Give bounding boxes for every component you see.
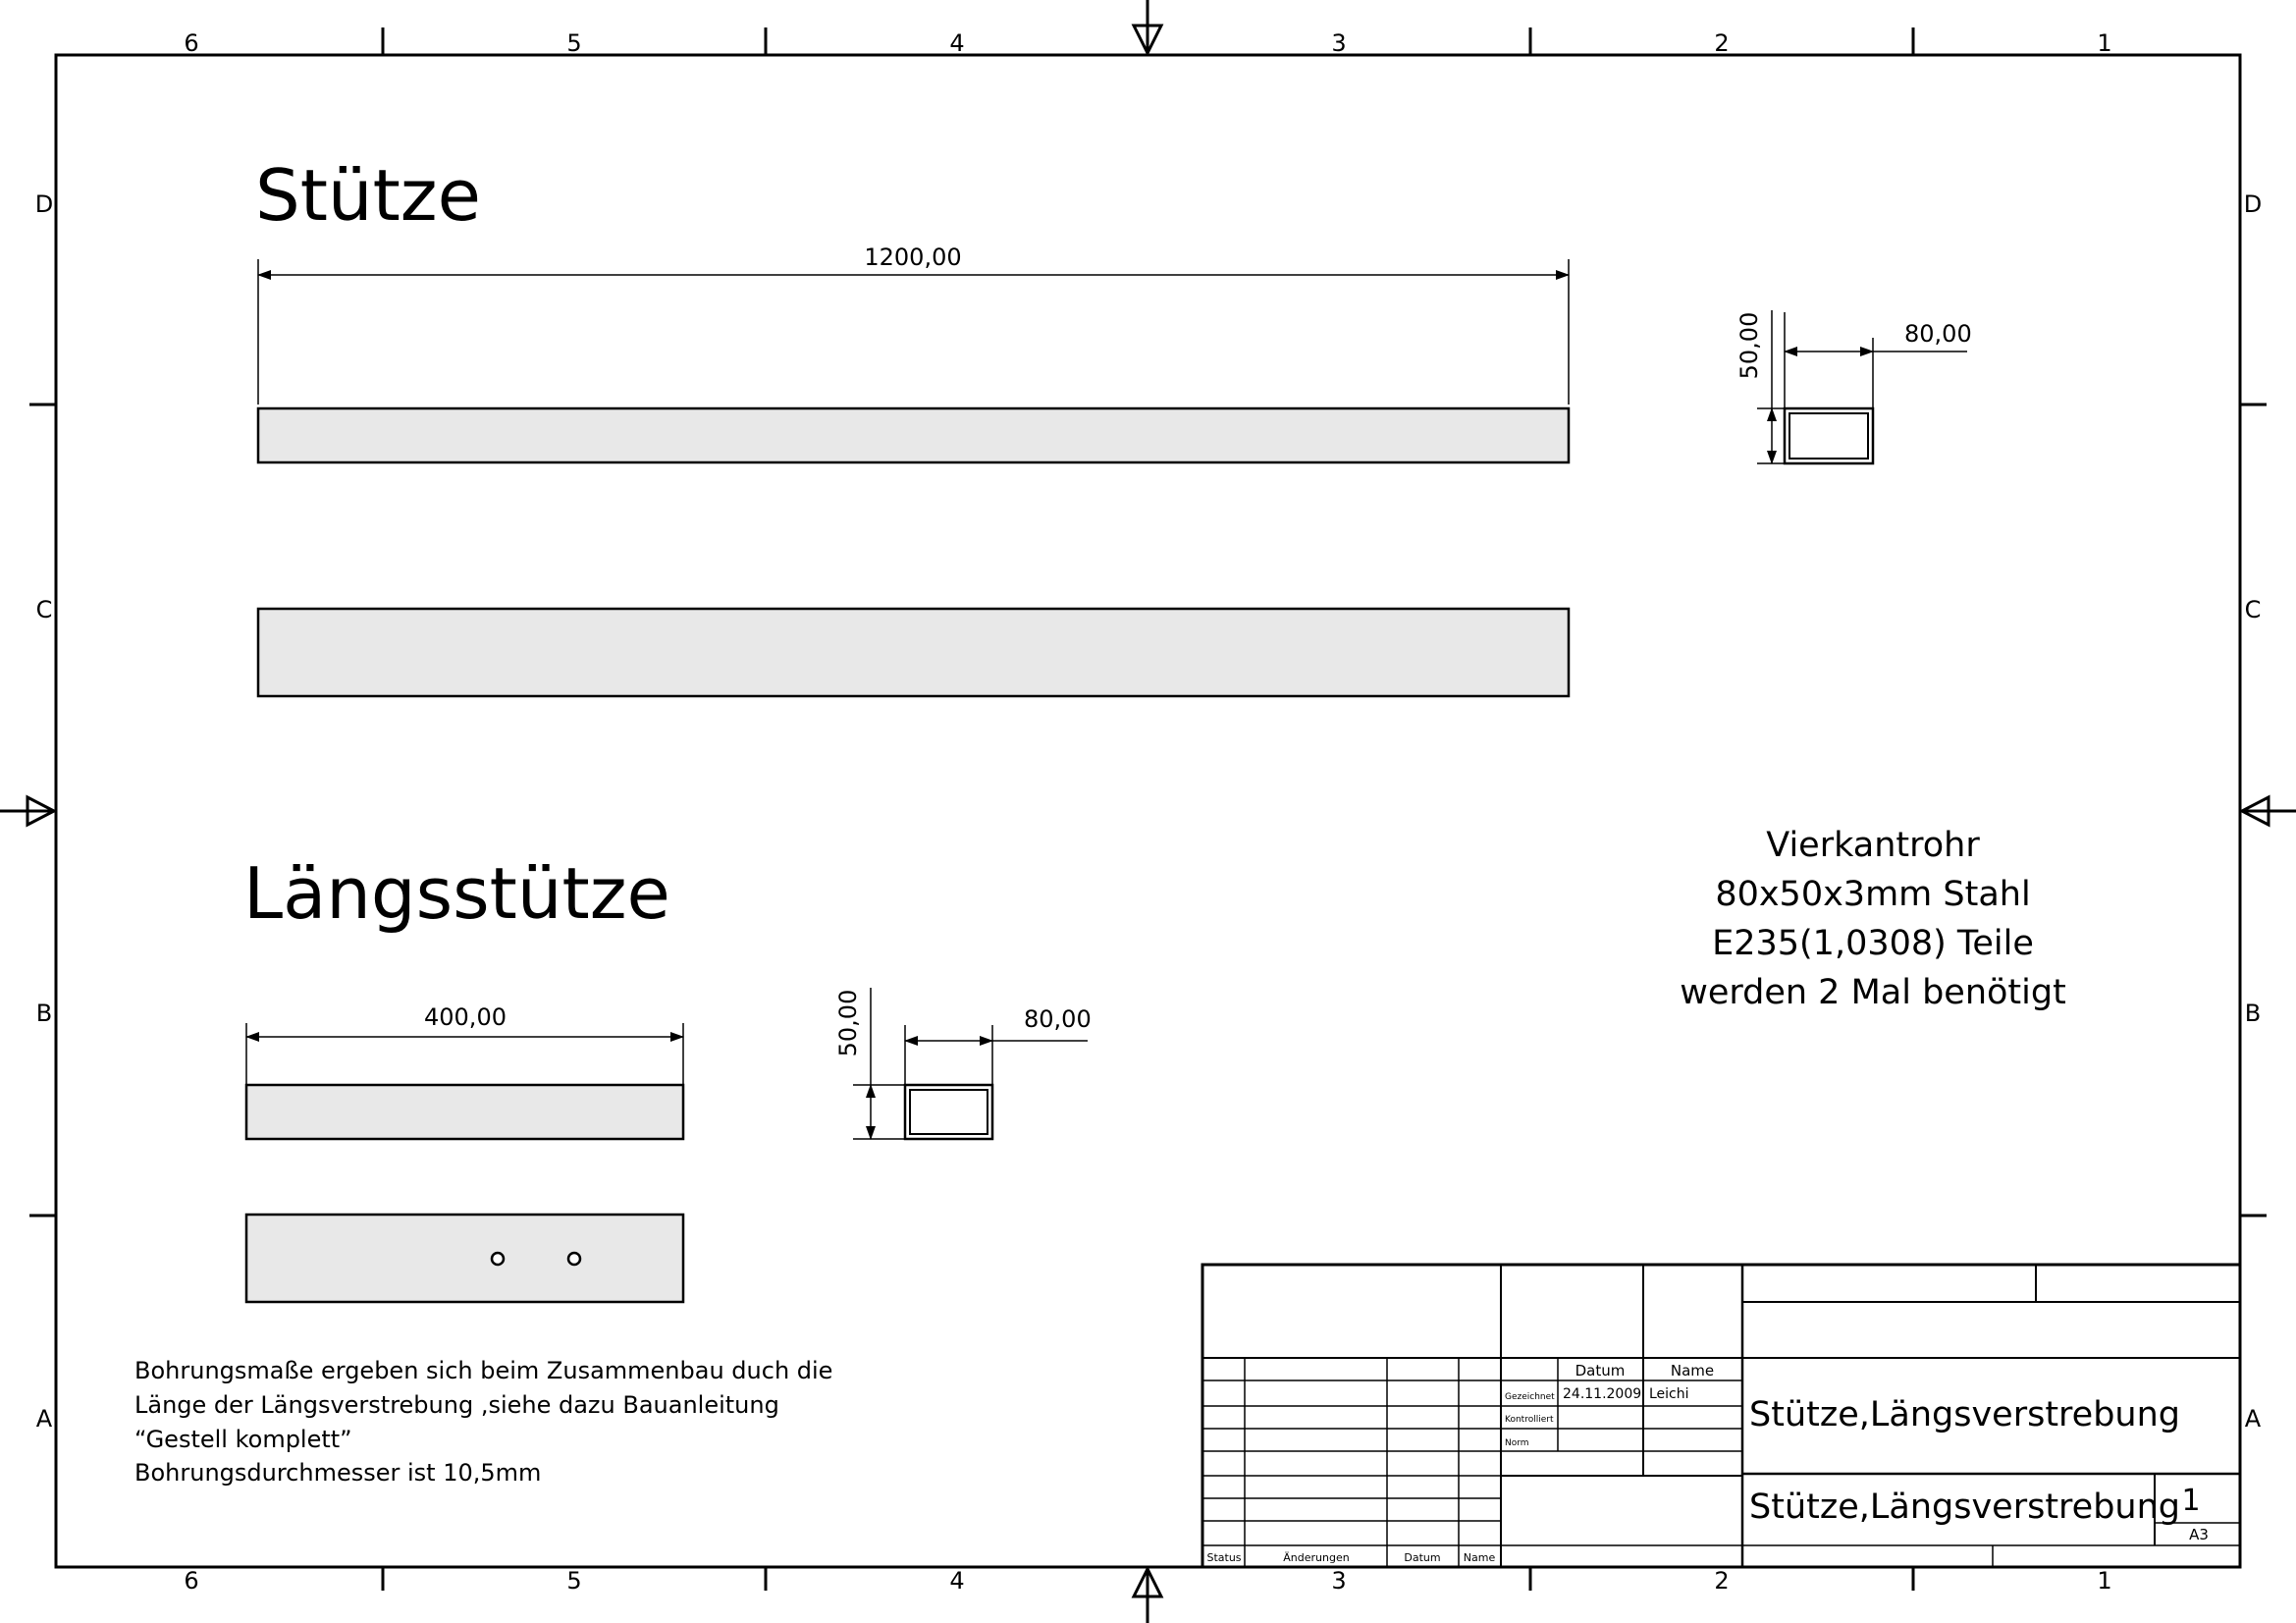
title-block-drawn-name: Leichi: [1649, 1386, 1689, 1402]
revision-date-header: Datum: [1404, 1551, 1441, 1564]
column-label-1-bottom: 1: [2097, 1567, 2112, 1595]
hole-note: [134, 1357, 832, 1487]
row-label-c-left: C: [35, 596, 53, 623]
part1-length-dim: 1200,00: [864, 243, 962, 271]
column-label-4-top: 4: [949, 29, 965, 57]
part2-profile-outer: [905, 1085, 992, 1139]
title-block-name-header: Name: [1670, 1362, 1715, 1380]
title-block-norm-label: Norm: [1505, 1438, 1529, 1448]
material-note-line: Vierkantrohr: [1766, 826, 1980, 865]
row-label-d-right: D: [2243, 190, 2263, 218]
part1-profile-width-dim: 80,00: [1904, 320, 1972, 348]
row-label-a-left: A: [35, 1405, 53, 1433]
column-label-5-top: 5: [566, 29, 582, 57]
part2-profile-height-dim: 50,00: [834, 989, 862, 1057]
hole-note-line: “Gestell komplett”: [134, 1426, 352, 1453]
part1-side-view: [258, 408, 1569, 462]
material-note-line: 80x50x3mm Stahl: [1715, 875, 2031, 914]
column-label-2-bottom: 2: [1714, 1567, 1730, 1595]
column-label-2-top: 2: [1714, 29, 1730, 57]
part2-length-dim: 400,00: [424, 1003, 507, 1031]
column-label-6-bottom: 6: [184, 1567, 199, 1595]
part2-top-view: [246, 1215, 683, 1302]
paper-format: A3: [2189, 1526, 2209, 1543]
part2-profile-width-dim: 80,00: [1024, 1005, 1092, 1033]
hole-note-line: Bohrungsmaße ergeben sich beim Zusammenbau duch die: [134, 1357, 833, 1384]
revision-status-header: Status: [1206, 1551, 1242, 1564]
column-label-3-bottom: 3: [1331, 1567, 1347, 1595]
part1-profile-inner: [1789, 413, 1868, 459]
row-label-d-left: D: [34, 190, 54, 218]
row-label-a-right: A: [2244, 1405, 2262, 1433]
part2-hole-right: [568, 1253, 580, 1265]
part2-title: Längsstütze: [243, 852, 670, 935]
title-block-kontrolliert-label: Kontrolliert: [1505, 1415, 1554, 1425]
material-note-line: werden 2 Mal benötigt: [1680, 973, 2066, 1012]
drawing-frame: [56, 55, 2240, 1567]
part2-side-view: [246, 1085, 683, 1139]
part2-length-dimension: [246, 1023, 683, 1084]
hole-note-line: Bohrungsdurchmesser ist 10,5mm: [134, 1459, 542, 1487]
title-block-datum-header: Datum: [1575, 1362, 1626, 1380]
column-label-1-top: 1: [2097, 29, 2112, 57]
part1-profile-outer: [1785, 408, 1873, 463]
column-label-4-bottom: 4: [949, 1567, 965, 1595]
part1-length-dimension: [258, 259, 1569, 405]
drawing-title: Stütze,Längsverstrebung: [1749, 1395, 2181, 1434]
title-block-drawn-date: 24.11.2009: [1563, 1386, 1642, 1402]
drawing-number: Stütze,Längsverstrebung: [1749, 1488, 2181, 1527]
part1-title: Stütze: [255, 154, 481, 237]
column-label-5-bottom: 5: [566, 1567, 582, 1595]
part1-profile-height-dim: 50,00: [1735, 311, 1763, 380]
part2-hole-left: [492, 1253, 504, 1265]
hole-note-line: Länge der Längsverstrebung ,siehe dazu Bauanleitung: [134, 1391, 779, 1419]
revision-name-header: Name: [1463, 1551, 1496, 1564]
sheet-number: 1: [2181, 1484, 2201, 1518]
material-note-line: E235(1,0308) Teile: [1712, 924, 2034, 963]
part1-top-view: [258, 609, 1569, 696]
column-label-6-top: 6: [184, 29, 199, 57]
row-label-b-left: B: [35, 1000, 53, 1027]
row-label-c-right: C: [2244, 596, 2262, 623]
material-note: [1680, 826, 2066, 1012]
row-label-b-right: B: [2244, 1000, 2262, 1027]
column-label-3-top: 3: [1331, 29, 1347, 57]
revision-changes-header: Änderungen: [1283, 1551, 1350, 1564]
part2-profile-inner: [910, 1090, 988, 1134]
title-block-gezeichnet-label: Gezeichnet: [1505, 1392, 1555, 1402]
